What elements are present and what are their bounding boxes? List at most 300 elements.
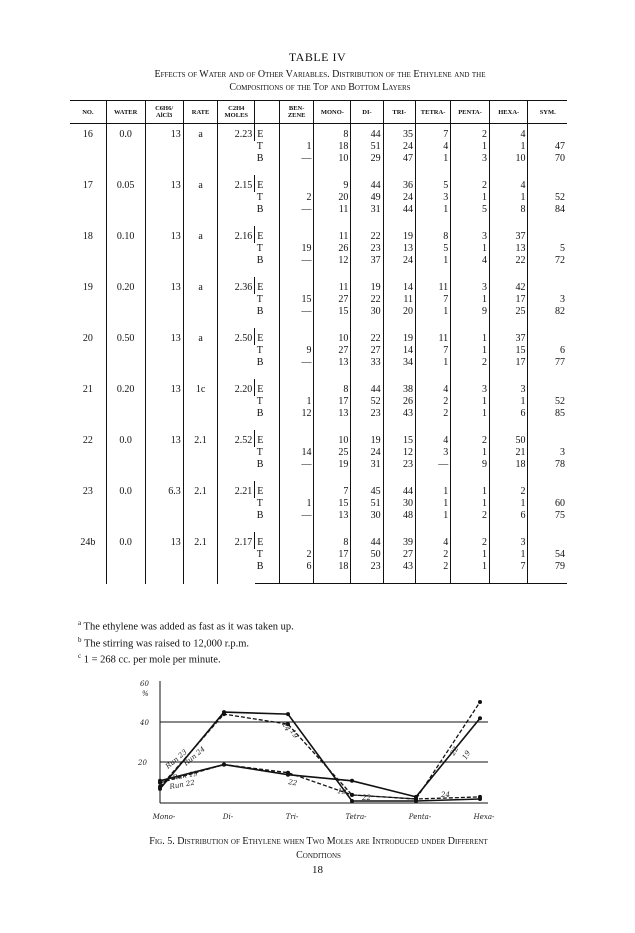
- hexa-cell: 15: [489, 345, 528, 357]
- tetra-cell: 3: [415, 447, 450, 459]
- sym-cell: [528, 481, 567, 498]
- table-subtitle: [70, 68, 570, 94]
- data-point-run-22: [158, 781, 162, 785]
- layer-cell: E: [255, 328, 280, 345]
- tetra-cell: 1: [415, 153, 450, 175]
- water-cell: 0.0: [106, 430, 145, 481]
- sym-cell: 70: [528, 153, 567, 175]
- tri-cell: 35: [383, 124, 415, 142]
- layer-cell: T: [256, 192, 263, 203]
- benzene-cell: 12: [279, 408, 314, 430]
- curve-label: 22: [448, 745, 461, 757]
- ratio-cell: 13: [145, 277, 183, 328]
- tri-cell: 24: [383, 192, 415, 204]
- benzene-cell: 14: [279, 447, 314, 459]
- moles-cell: 2.15: [218, 175, 255, 226]
- run-number-cell: 24b: [80, 537, 96, 548]
- rate-cell: 2.1: [183, 532, 218, 584]
- layer-cell: B: [256, 255, 264, 266]
- header-penta: PENTA-: [451, 101, 490, 124]
- mono-cell: 19: [314, 459, 351, 481]
- tetra-cell: 7: [415, 124, 450, 142]
- data-point-run-23: [350, 799, 354, 803]
- hexa-cell: 4: [489, 175, 528, 192]
- di-cell: 31: [351, 459, 383, 481]
- table-row: [70, 379, 567, 396]
- tetra-cell: 11: [415, 328, 450, 345]
- sym-cell: 3: [528, 294, 567, 306]
- sym-cell: 52: [528, 192, 567, 204]
- footnotes: [78, 617, 294, 667]
- tri-cell: 12: [383, 447, 415, 459]
- figure-caption: [70, 835, 567, 863]
- di-cell: 23: [351, 243, 383, 255]
- figure-caption-line-2: Conditions: [296, 850, 341, 861]
- sym-cell: [528, 226, 567, 243]
- penta-cell: 2: [451, 175, 490, 192]
- data-point-run-24: [158, 785, 162, 789]
- di-cell: 49: [351, 192, 383, 204]
- layer-cell: E: [255, 277, 280, 294]
- ratio-cell: 13: [145, 328, 183, 379]
- table-subtitle-line-2: Compositions of the Top and Bottom Layers: [229, 82, 411, 93]
- benzene-cell: 2: [279, 549, 314, 561]
- tetra-cell: 3: [415, 192, 450, 204]
- penta-cell: 3: [451, 277, 490, 294]
- mono-cell: 27: [314, 345, 351, 357]
- sym-cell: 84: [528, 204, 567, 226]
- hexa-cell: 6: [489, 510, 528, 532]
- sym-cell: [528, 175, 567, 192]
- water-cell: 0.50: [106, 328, 145, 379]
- curve-label: 19: [288, 728, 300, 740]
- sym-cell: [528, 124, 567, 142]
- table-row: [70, 277, 567, 294]
- penta-cell: 5: [451, 204, 490, 226]
- benzene-cell: [279, 277, 314, 294]
- data-point-run-19: [478, 716, 482, 720]
- penta-cell: 1: [451, 294, 490, 306]
- mono-cell: 18: [314, 141, 351, 153]
- ratio-cell: 13: [145, 226, 183, 277]
- penta-cell: 9: [451, 306, 490, 328]
- penta-cell: 1: [451, 396, 490, 408]
- table-row: [70, 124, 567, 142]
- water-cell: 0.0: [106, 532, 145, 584]
- x-tick-label: Di-: [222, 813, 234, 821]
- benzene-cell: [279, 124, 314, 142]
- table-row: [70, 430, 567, 447]
- tri-cell: 11: [383, 294, 415, 306]
- run-number-cell: 20: [82, 333, 93, 344]
- hexa-cell: 2: [489, 481, 528, 498]
- tetra-cell: 1: [415, 498, 450, 510]
- mono-cell: 13: [314, 510, 351, 532]
- rate-cell: 1c: [183, 379, 218, 430]
- x-tick-label: Tetra-: [345, 813, 367, 821]
- mono-cell: 13: [314, 408, 351, 430]
- curve-label: Run 23: [164, 748, 189, 771]
- di-cell: 37: [351, 255, 383, 277]
- tetra-cell: 4: [415, 141, 450, 153]
- curve-label: Run 22: [168, 778, 196, 791]
- y-tick-label: 20: [138, 759, 147, 767]
- tetra-cell: 1: [415, 204, 450, 226]
- tri-cell: 13: [383, 243, 415, 255]
- penta-cell: 3: [451, 153, 490, 175]
- di-cell: 27: [351, 345, 383, 357]
- header-hexa: HEXA-: [489, 101, 528, 124]
- data-point-run-24: [222, 712, 226, 716]
- tri-cell: 34: [383, 357, 415, 379]
- table-body: [70, 124, 567, 584]
- footnote-text: The stirring was raised to 12,000 r.p.m.: [83, 638, 249, 649]
- hexa-cell: 1: [489, 396, 528, 408]
- hexa-cell: 18: [489, 459, 528, 481]
- moles-cell: 2.50: [218, 328, 255, 379]
- layer-cell: B: [256, 357, 264, 368]
- ratio-cell: 13: [145, 124, 183, 176]
- series-line-run-22: [160, 702, 480, 799]
- footnote: [78, 634, 294, 651]
- layer-cell: B: [256, 306, 264, 317]
- penta-cell: 2: [451, 124, 490, 142]
- x-tick-label: Penta-: [408, 813, 432, 821]
- penta-cell: 3: [451, 379, 490, 396]
- run-number-cell: 17: [82, 180, 93, 191]
- curve-label: 19: [336, 787, 347, 797]
- layer-cell: B: [256, 459, 264, 470]
- tetra-cell: 2: [415, 549, 450, 561]
- di-cell: 23: [351, 561, 383, 584]
- mono-cell: 7: [314, 481, 351, 498]
- tri-cell: 23: [383, 459, 415, 481]
- header-benzene: BEN- ZENE: [279, 101, 314, 124]
- header-tri: TRI-: [383, 101, 415, 124]
- layer-cell: T: [256, 345, 263, 356]
- tetra-cell: 5: [415, 175, 450, 192]
- tetra-cell: 2: [415, 408, 450, 430]
- layer-cell: T: [256, 396, 263, 407]
- hexa-cell: 6: [489, 408, 528, 430]
- mono-cell: 9: [314, 175, 351, 192]
- table-row: [70, 226, 567, 243]
- di-cell: 23: [351, 408, 383, 430]
- di-cell: 19: [351, 430, 383, 447]
- di-cell: 33: [351, 357, 383, 379]
- tri-cell: 30: [383, 498, 415, 510]
- benzene-cell: 15: [279, 294, 314, 306]
- di-cell: 44: [351, 532, 383, 549]
- moles-cell: 2.52: [218, 430, 255, 481]
- rate-cell: a: [183, 175, 218, 226]
- tri-cell: 27: [383, 549, 415, 561]
- benzene-cell: —: [279, 306, 314, 328]
- table-row: [70, 532, 567, 549]
- tri-cell: 43: [383, 408, 415, 430]
- di-cell: 30: [351, 306, 383, 328]
- penta-cell: 2: [451, 430, 490, 447]
- curve-label: 22: [362, 794, 371, 802]
- sym-cell: 47: [528, 141, 567, 153]
- tri-cell: 44: [383, 481, 415, 498]
- table-row: [70, 481, 567, 498]
- footnote-text: 1 = 268 cc. per mole per minute.: [83, 654, 221, 666]
- benzene-cell: [279, 430, 314, 447]
- table-row: [70, 175, 567, 192]
- data-point-run-22: [222, 763, 226, 767]
- layer-cell: T: [256, 498, 263, 509]
- header-moles: C2H4 MOLES: [218, 101, 255, 124]
- di-cell: 31: [351, 204, 383, 226]
- hexa-cell: 4: [489, 124, 528, 142]
- penta-cell: 1: [451, 561, 490, 584]
- layer-cell: E: [255, 226, 280, 243]
- water-cell: 0.0: [106, 481, 145, 532]
- mono-cell: 25: [314, 447, 351, 459]
- ratio-cell: 13: [145, 430, 183, 481]
- header-no: NO.: [70, 101, 106, 124]
- hexa-cell: 17: [489, 294, 528, 306]
- header-mono: MONO-: [314, 101, 351, 124]
- sym-cell: 5: [528, 243, 567, 255]
- header-sym: SYM.: [528, 101, 567, 124]
- penta-cell: 1: [451, 481, 490, 498]
- penta-cell: 1: [451, 447, 490, 459]
- curve-label: Run 24: [182, 745, 207, 768]
- tetra-cell: 7: [415, 345, 450, 357]
- tri-cell: 26: [383, 396, 415, 408]
- water-cell: 0.20: [106, 277, 145, 328]
- footnote: [78, 650, 294, 667]
- layer-cell: E: [255, 379, 280, 396]
- moles-cell: 2.20: [218, 379, 255, 430]
- mono-cell: 11: [314, 204, 351, 226]
- y-tick-label: 40: [140, 719, 149, 727]
- di-cell: 30: [351, 510, 383, 532]
- figure-caption-line-1: Fig. 5. Distribution of Ethylene when Two Moles are Introduced under Different: [149, 836, 488, 847]
- hexa-cell: 50: [489, 430, 528, 447]
- rate-cell: a: [183, 124, 218, 176]
- run-number-cell: 23: [82, 486, 93, 497]
- mono-cell: 20: [314, 192, 351, 204]
- tetra-cell: 7: [415, 294, 450, 306]
- mono-cell: 15: [314, 498, 351, 510]
- tetra-cell: 1: [415, 510, 450, 532]
- table-row: [70, 328, 567, 345]
- water-cell: 0.05: [106, 175, 145, 226]
- benzene-cell: 1: [279, 498, 314, 510]
- di-cell: 50: [351, 549, 383, 561]
- tetra-cell: 1: [415, 481, 450, 498]
- data-point-run-23: [286, 712, 290, 716]
- hexa-cell: 7: [489, 561, 528, 584]
- hexa-cell: 22: [489, 255, 528, 277]
- tri-cell: 14: [383, 345, 415, 357]
- mono-cell: 12: [314, 255, 351, 277]
- penta-cell: 9: [451, 459, 490, 481]
- di-cell: 19: [351, 277, 383, 294]
- tri-cell: 36: [383, 175, 415, 192]
- sym-cell: 77: [528, 357, 567, 379]
- mono-cell: 17: [314, 396, 351, 408]
- y-unit-label: %: [142, 690, 149, 698]
- penta-cell: 1: [451, 498, 490, 510]
- mono-cell: 26: [314, 243, 351, 255]
- layer-cell: E: [255, 481, 280, 498]
- table-subtitle-line-1: Effects of Water and of Other Variables. Distribution of the Ethylene and the: [154, 69, 486, 80]
- mono-cell: 8: [314, 379, 351, 396]
- sym-cell: 82: [528, 306, 567, 328]
- series-line-run-23: [160, 712, 480, 801]
- benzene-cell: [279, 481, 314, 498]
- tri-cell: 44: [383, 204, 415, 226]
- hexa-cell: 8: [489, 204, 528, 226]
- penta-cell: 1: [451, 549, 490, 561]
- layer-cell: B: [255, 561, 280, 584]
- penta-cell: 4: [451, 255, 490, 277]
- page-number: 18: [312, 864, 323, 876]
- sym-cell: [528, 532, 567, 549]
- benzene-cell: [279, 379, 314, 396]
- sym-cell: 72: [528, 255, 567, 277]
- benzene-cell: [279, 175, 314, 192]
- mono-cell: 13: [314, 357, 351, 379]
- hexa-cell: 37: [489, 328, 528, 345]
- tri-cell: 19: [383, 328, 415, 345]
- tri-cell: 24: [383, 141, 415, 153]
- tetra-cell: 11: [415, 277, 450, 294]
- layer-cell: E: [255, 532, 280, 549]
- tri-cell: 38: [383, 379, 415, 396]
- penta-cell: 3: [451, 226, 490, 243]
- data-table: [70, 100, 567, 584]
- table-header-row: [70, 101, 567, 124]
- benzene-cell: —: [279, 153, 314, 175]
- layer-cell: T: [256, 141, 263, 152]
- header-rate: RATE: [183, 101, 218, 124]
- rate-cell: 2.1: [183, 430, 218, 481]
- sym-cell: 54: [528, 549, 567, 561]
- di-cell: 44: [351, 175, 383, 192]
- layer-cell: E: [255, 430, 280, 447]
- di-cell: 29: [351, 153, 383, 175]
- moles-cell: 2.17: [218, 532, 255, 584]
- tri-cell: 24: [383, 255, 415, 277]
- penta-cell: 2: [451, 532, 490, 549]
- ratio-cell: 6.3: [145, 481, 183, 532]
- tetra-cell: 4: [415, 430, 450, 447]
- ratio-cell: 13: [145, 175, 183, 226]
- curve-label: Run 19: [171, 769, 199, 782]
- hexa-cell: 1: [489, 549, 528, 561]
- tri-cell: 19: [383, 226, 415, 243]
- sym-cell: 79: [528, 561, 567, 584]
- hexa-cell: 13: [489, 243, 528, 255]
- di-cell: 22: [351, 294, 383, 306]
- ratio-cell: 13: [145, 379, 183, 430]
- benzene-cell: —: [279, 459, 314, 481]
- header-di: DI-: [351, 101, 383, 124]
- rate-cell: 2.1: [183, 481, 218, 532]
- hexa-cell: 3: [489, 532, 528, 549]
- curve-label: 22: [287, 778, 298, 788]
- footnote-mark: b: [78, 635, 82, 644]
- tetra-cell: 2: [415, 396, 450, 408]
- mono-cell: 15: [314, 306, 351, 328]
- tri-cell: 15: [383, 430, 415, 447]
- tetra-cell: 1: [415, 255, 450, 277]
- data-point-run-22: [286, 771, 290, 775]
- sym-cell: 75: [528, 510, 567, 532]
- rate-cell: a: [183, 277, 218, 328]
- sym-cell: 85: [528, 408, 567, 430]
- ethylene-distribution-chart: [138, 676, 498, 826]
- penta-cell: 1: [451, 345, 490, 357]
- water-cell: 0.0: [106, 124, 145, 176]
- mono-cell: 10: [314, 328, 351, 345]
- hexa-cell: 42: [489, 277, 528, 294]
- layer-cell: B: [256, 510, 264, 521]
- benzene-cell: —: [279, 357, 314, 379]
- penta-cell: 2: [451, 357, 490, 379]
- y-top-label: 60: [140, 680, 149, 688]
- tetra-cell: 1: [415, 357, 450, 379]
- header-water: WATER: [106, 101, 145, 124]
- penta-cell: 1: [451, 141, 490, 153]
- data-point-run-19: [350, 779, 354, 783]
- mono-cell: 10: [314, 430, 351, 447]
- tetra-cell: 4: [415, 532, 450, 549]
- header-layer: [255, 101, 280, 124]
- mono-cell: 8: [314, 532, 351, 549]
- tetra-cell: —: [415, 459, 450, 481]
- sym-cell: [528, 379, 567, 396]
- run-number-cell: 19: [82, 282, 93, 293]
- moles-cell: 2.16: [218, 226, 255, 277]
- layer-cell: B: [256, 153, 264, 164]
- mono-cell: 11: [314, 226, 351, 243]
- di-cell: 45: [351, 481, 383, 498]
- sym-cell: 52: [528, 396, 567, 408]
- benzene-cell: [279, 532, 314, 549]
- table-title: TABLE IV: [288, 50, 347, 64]
- di-cell: 52: [351, 396, 383, 408]
- x-tick-label: Tri-: [285, 813, 299, 821]
- footnote-mark: a: [78, 619, 82, 627]
- run-number-cell: 21: [82, 384, 93, 395]
- mono-cell: 11: [314, 277, 351, 294]
- mono-cell: 17: [314, 549, 351, 561]
- header-ratio: C6H6/ AlCl3: [145, 101, 183, 124]
- benzene-cell: [279, 328, 314, 345]
- benzene-cell: —: [279, 255, 314, 277]
- footnote: [78, 617, 294, 634]
- curve-label: 24: [441, 791, 450, 799]
- layer-cell: T: [256, 294, 263, 305]
- layer-cell: B: [256, 204, 264, 215]
- rate-cell: a: [183, 226, 218, 277]
- di-cell: 24: [351, 447, 383, 459]
- penta-cell: 1: [451, 192, 490, 204]
- tri-cell: 39: [383, 532, 415, 549]
- sym-cell: 78: [528, 459, 567, 481]
- penta-cell: 1: [451, 243, 490, 255]
- run-number-cell: 16: [82, 129, 93, 140]
- tri-cell: 14: [383, 277, 415, 294]
- curve-label: 19: [460, 749, 473, 761]
- benzene-cell: [279, 226, 314, 243]
